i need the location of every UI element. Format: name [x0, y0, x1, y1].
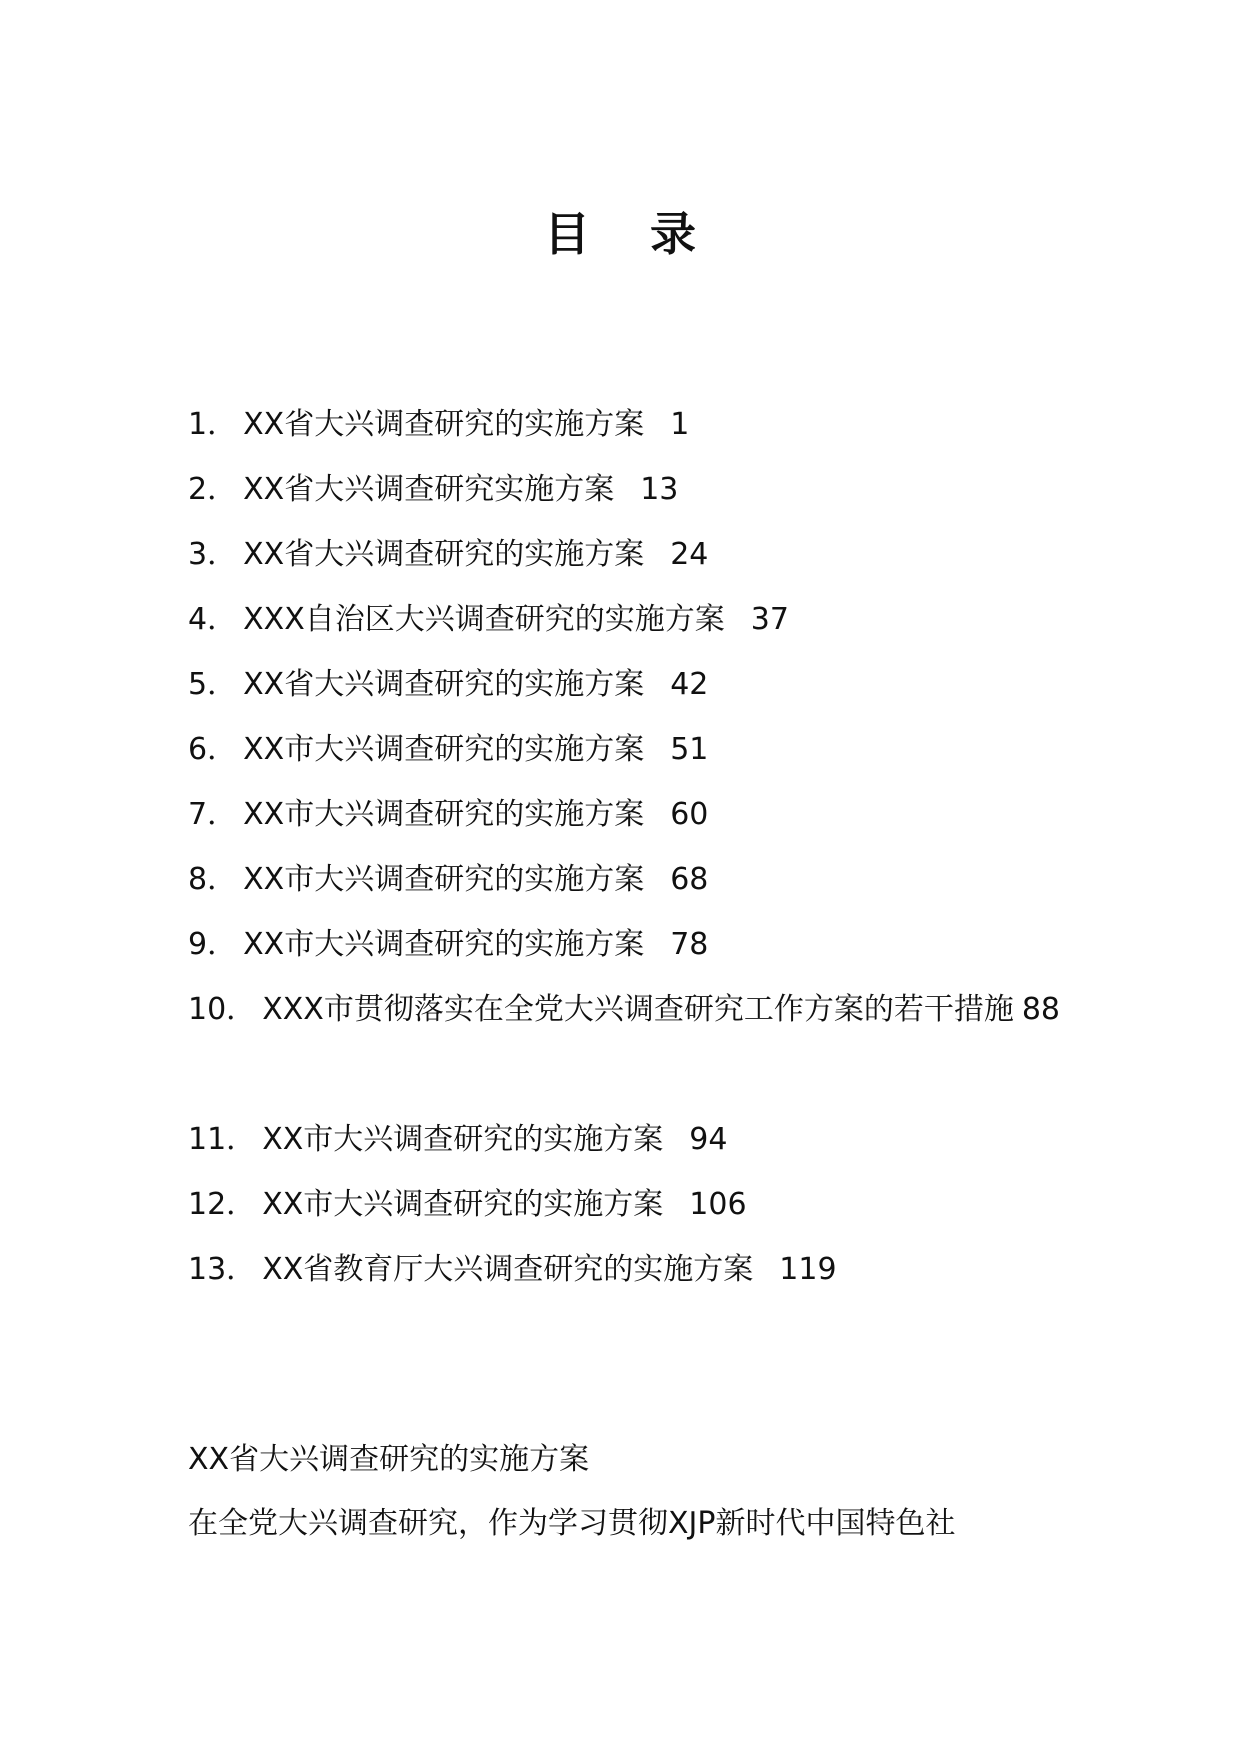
toc-item-page: 42 [670, 667, 709, 702]
toc-item[interactable] [188, 782, 1068, 847]
toc-item[interactable] [188, 587, 1068, 652]
toc-item[interactable] [188, 847, 1068, 912]
toc-item-number: 5． [188, 667, 238, 702]
toc-item-page: 88 [1021, 992, 1061, 1027]
toc-item-text: XX省教育厅大兴调查研究的实施方案 [262, 1252, 754, 1287]
toc-item-number: 3． [188, 537, 238, 572]
toc-title: 目 录 [543, 207, 718, 261]
section-body: 在全党大兴调查研究，作为学习贯彻XJP新时代中国特色社 [188, 1506, 956, 1541]
toc-item-text: XX市大兴调查研究的实施方案 [243, 862, 645, 897]
toc-item-number: 4． [188, 602, 238, 637]
toc-item-page: 13 [640, 472, 679, 507]
toc-item-page: 60 [670, 797, 709, 832]
toc-item-text: XX市大兴调查研究的实施方案 [262, 1122, 664, 1157]
toc-item-text: XX省大兴调查研究实施方案 [243, 472, 615, 507]
toc-item-page: 119 [779, 1252, 837, 1287]
toc-item-text: XX省大兴调查研究的实施方案 [243, 407, 645, 442]
toc-item-number: 11． [188, 1122, 257, 1157]
toc-item[interactable] [188, 522, 1068, 587]
toc-item-page: 94 [689, 1122, 728, 1157]
toc-item[interactable] [188, 392, 1068, 457]
toc-item-page: 1 [670, 407, 690, 442]
toc-item-text: XX市大兴调查研究的实施方案 [243, 732, 645, 767]
toc-item-text: XX市大兴调查研究的实施方案 [262, 1187, 664, 1222]
toc-item[interactable] [188, 1107, 1068, 1172]
toc-item-number: 6． [188, 732, 238, 767]
toc-list [188, 392, 1068, 1302]
toc-item-text: XXX市贯彻落实在全党大兴调查研究工作方案的若干措施 [262, 992, 1014, 1027]
toc-item[interactable] [188, 1237, 1068, 1302]
toc-item[interactable] [188, 912, 1068, 977]
toc-item-page: 68 [670, 862, 709, 897]
toc-item-page: 37 [750, 602, 789, 637]
toc-item-text: XX市大兴调查研究的实施方案 [243, 927, 645, 962]
toc-item-number: 7． [188, 797, 238, 832]
toc-item-text: XX市大兴调查研究的实施方案 [243, 797, 645, 832]
toc-item-number: 8． [188, 862, 238, 897]
toc-item[interactable] [188, 1172, 1068, 1237]
toc-item-text: XXX自治区大兴调查研究的实施方案 [243, 602, 725, 637]
toc-item[interactable] [188, 457, 1068, 522]
toc-item-page: 78 [670, 927, 709, 962]
toc-item-text: XX省大兴调查研究的实施方案 [243, 537, 645, 572]
toc-item-number: 12． [188, 1187, 257, 1222]
toc-item-page: 51 [670, 732, 709, 767]
toc-item[interactable] [188, 977, 1068, 1107]
section-title: XX省大兴调查研究的实施方案 [188, 1442, 590, 1477]
toc-item[interactable] [188, 717, 1068, 782]
toc-item-text: XX省大兴调查研究的实施方案 [243, 667, 645, 702]
toc-item-page: 106 [689, 1187, 747, 1222]
toc-item-number: 9． [188, 927, 238, 962]
toc-item-number: 1． [188, 407, 238, 442]
toc-item-number: 2． [188, 472, 238, 507]
toc-item[interactable] [188, 652, 1068, 717]
toc-item-number: 13． [188, 1252, 257, 1287]
toc-item-page: 24 [670, 537, 709, 572]
toc-item-number: 10． [188, 992, 257, 1027]
